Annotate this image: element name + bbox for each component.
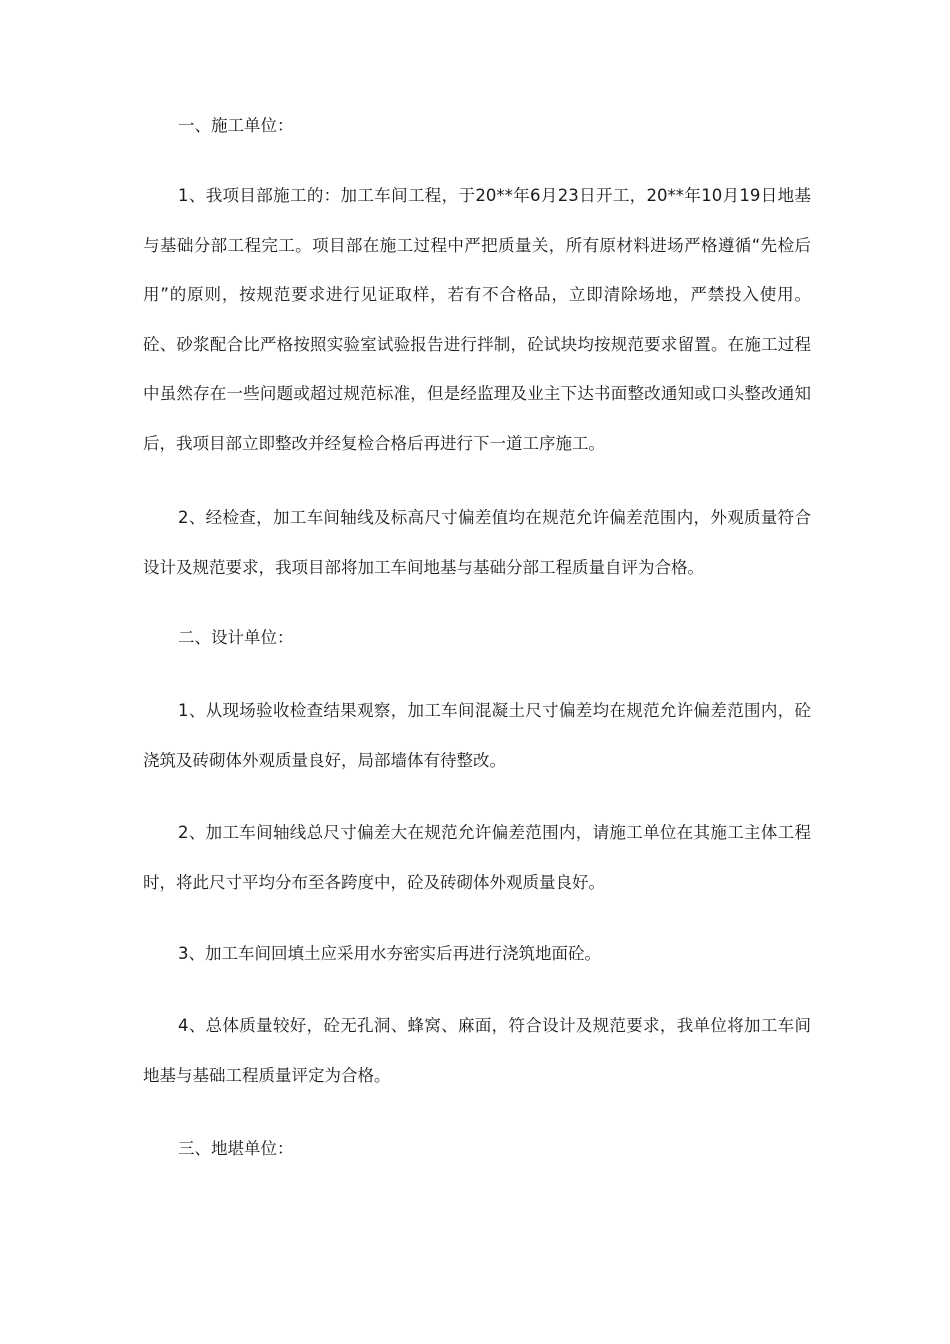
- section-heading-survey: 三、地堪单位：: [178, 1139, 294, 1158]
- paragraph-design-3: 3、加工车间回填土应采用水夯密实后再进行浇筑地面砼。: [178, 944, 601, 963]
- paragraph-design-1: 1、从现场验收检查结果观察，加工车间混凝土尺寸偏差均在规范允许偏差范围内，砼浇筑及砖砌体外观质量良好，局部墙体有待整改。: [143, 701, 811, 770]
- paragraph-design-2: 2、加工车间轴线总尺寸偏差大在规范允许偏差范围内，请施工单位在其施工主体工程时，将此尺寸平均分布至各跨度中，砼及砖砌体外观质量良好。: [143, 823, 811, 892]
- section-heading-design: 二、设计单位：: [178, 628, 294, 647]
- paragraph-construction-1: 1、我项目部施工的：加工车间工程，于20**年6月23日开工，20**年10月19日地基与基础分部工程完工。项目部在施工过程中严把质量关，所有原材料进场严格遵循“先检后用”的原则，按规范要求进行见证取样，若有不合格品，立即清除场地，严禁投入使用。砼、砂浆配合比严格按照实验室试验报告进行拌制，砼试块均按规范要求留置。在施工过程中虽然存在一些问题或超过规范标准，但是经监理及业主下达书面整改通知或口头整改通知后，我项目部立即整改并经复检合格后再进行下一道工序施工。: [143, 186, 811, 453]
- section-heading-construction: 一、施工单位：: [178, 116, 294, 135]
- paragraph-design-4: 4、总体质量较好，砼无孔洞、蜂窝、麻面，符合设计及规范要求，我单位将加工车间地基与基础工程质量评定为合格。: [143, 1016, 811, 1085]
- paragraph-construction-2: 2、经检查，加工车间轴线及标高尺寸偏差值均在规范允许偏差范围内，外观质量符合设计及规范要求，我项目部将加工车间地基与基础分部工程质量自评为合格。: [143, 508, 811, 577]
